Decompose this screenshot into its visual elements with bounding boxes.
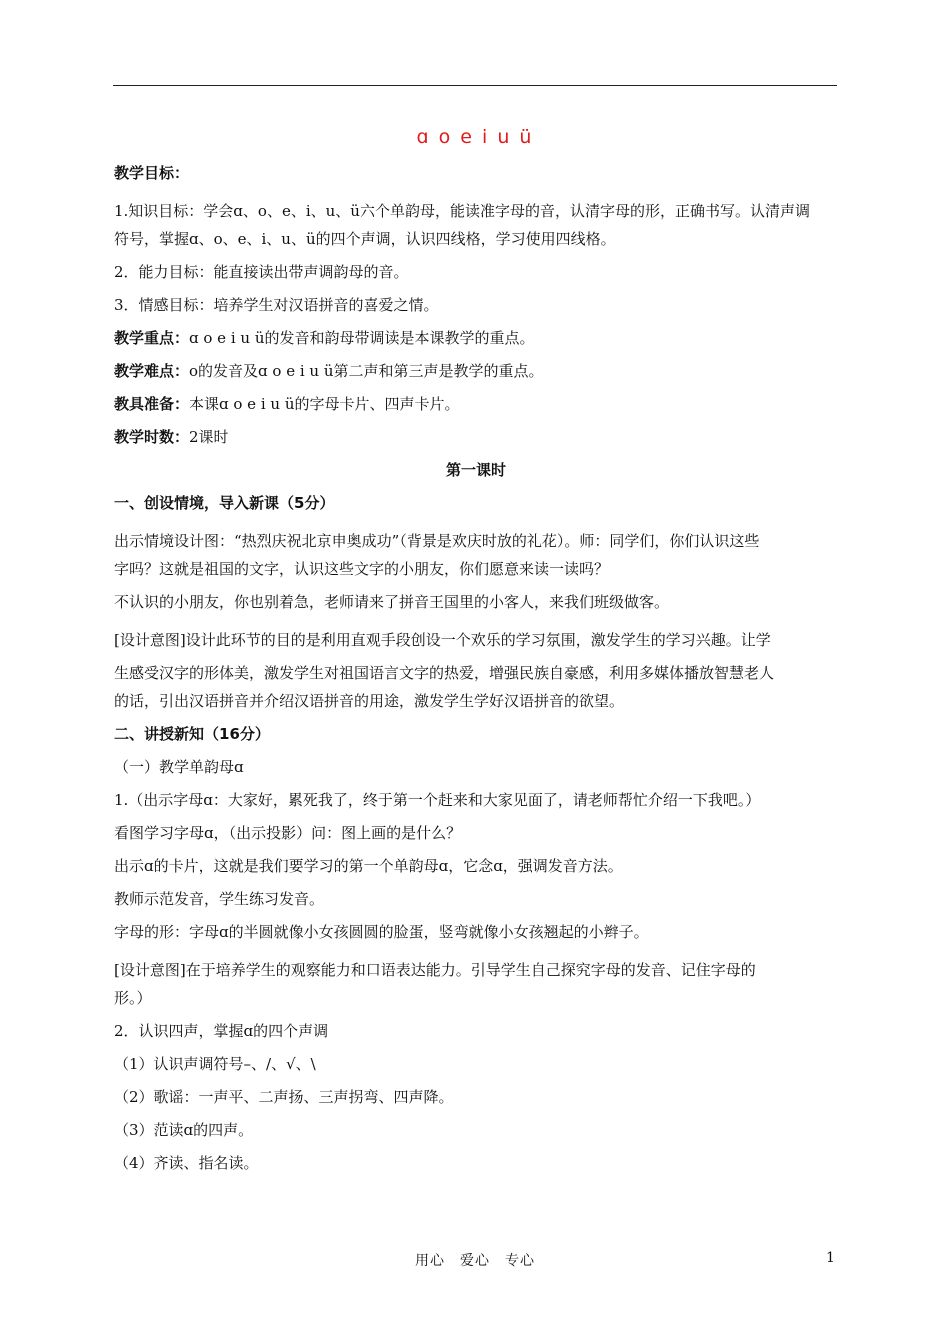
lesson-1-heading: 第一课时 bbox=[445, 461, 506, 479]
section-2-para-8: （1）认识声调符号–、/、√、\ bbox=[114, 1055, 316, 1073]
section-2-heading: 二、讲授新知（16分） bbox=[114, 725, 270, 743]
section-2-para-2: 看图学习字母ɑ，（出示投影）问：图上画的是什么？ bbox=[114, 824, 462, 842]
section-1-para-2: 不认识的小朋友，你也别着急，老师请来了拼音王国里的小客人，来我们班级做客。 bbox=[114, 593, 670, 611]
section-1-para-1b: 字吗？这就是祖国的文字，认识这些文字的小朋友，你们愿意来读一读吗？ bbox=[114, 560, 610, 578]
difficult-point: 教学难点：o的发音及ɑ o e i u ü第二声和第三声是教学的重点。 bbox=[114, 362, 544, 380]
objective-2: 2．能力目标：能直接读出带声调韵母的音。 bbox=[114, 263, 409, 281]
section-2-subheading-1: （一）教学单韵母ɑ bbox=[114, 758, 244, 776]
section-2-para-5: 字母的形：字母ɑ的半圆就像小女孩圆圆的脸蛋，竖弯就像小女孩翘起的小辫子。 bbox=[114, 923, 649, 941]
teaching-aids: 教具准备：本课ɑ o e i u ü的字母卡片、四声卡片。 bbox=[114, 395, 460, 413]
objective-1-line-b: 符号，掌握ɑ、o、e、i、u、ü的四个声调，认识四线格，学习使用四线格。 bbox=[114, 230, 616, 248]
section-1-para-3b: 生感受汉字的形体美，激发学生对祖国语言文字的热爱，增强民族自豪感，利用多媒体播放智慧老人 bbox=[114, 664, 775, 682]
header-rule bbox=[113, 85, 837, 86]
section-2-para-7: 2．认识四声，掌握ɑ的四个声调 bbox=[114, 1022, 329, 1040]
document-body bbox=[114, 162, 838, 1185]
lesson-title: ɑ o e i u ü bbox=[416, 126, 534, 148]
page-footer: 用心 爱心 专心 bbox=[415, 1253, 535, 1269]
objective-3: 3．情感目标：培养学生对汉语拼音的喜爱之情。 bbox=[114, 296, 439, 314]
section-2-para-4: 教师示范发音，学生练习发音。 bbox=[114, 890, 325, 908]
section-1-para-3a: [设计意图]设计此环节的目的是利用直观手段创设一个欢乐的学习氛围，激发学生的学习兴趣。让学 bbox=[114, 631, 771, 649]
section-2-para-6a: [设计意图]在于培养学生的观察能力和口语表达能力。引导学生自己探究字母的发音、记住字母的 bbox=[114, 961, 756, 979]
section-2-para-6b: 形。） bbox=[114, 989, 152, 1007]
objectives-heading: 教学目标： bbox=[114, 164, 190, 182]
section-2-para-9: （2）歌谣：一声平、二声扬、三声拐弯、四声降。 bbox=[114, 1088, 454, 1106]
section-2-para-3: 出示ɑ的卡片，这就是我们要学习的第一个单韵母ɑ，它念ɑ，强调发音方法。 bbox=[114, 857, 623, 875]
key-point: 教学重点：ɑ o e i u ü的发音和韵母带调读是本课教学的重点。 bbox=[114, 329, 535, 347]
section-2-para-10: （3）范读ɑ的四声。 bbox=[114, 1121, 254, 1139]
section-2-para-11: （4）齐读、指名读。 bbox=[114, 1154, 259, 1172]
section-1-heading: 一、创设情境，导入新课（5分） bbox=[114, 494, 335, 512]
teaching-hours: 教学时数：2课时 bbox=[114, 428, 229, 446]
section-1-para-1a: 出示情境设计图：“热烈庆祝北京申奥成功”（背景是欢庆时放的礼花）。师：同学们，你们认识这些 bbox=[114, 532, 760, 550]
section-1-para-3c: 的话，引出汉语拼音并介绍汉语拼音的用途，激发学生学好汉语拼音的欲望。 bbox=[114, 692, 625, 710]
page-number: 1 bbox=[826, 1250, 835, 1266]
section-2-para-1: 1.（出示字母ɑ：大家好，累死我了，终于第一个赶来和大家见面了，请老师帮忙介绍一下我吧。） bbox=[114, 791, 761, 809]
objective-1-line-a: 1.知识目标：学会ɑ、o、e、i、u、ü六个单韵母，能读准字母的音，认清字母的形，正确书写。认清声调 bbox=[114, 202, 810, 220]
